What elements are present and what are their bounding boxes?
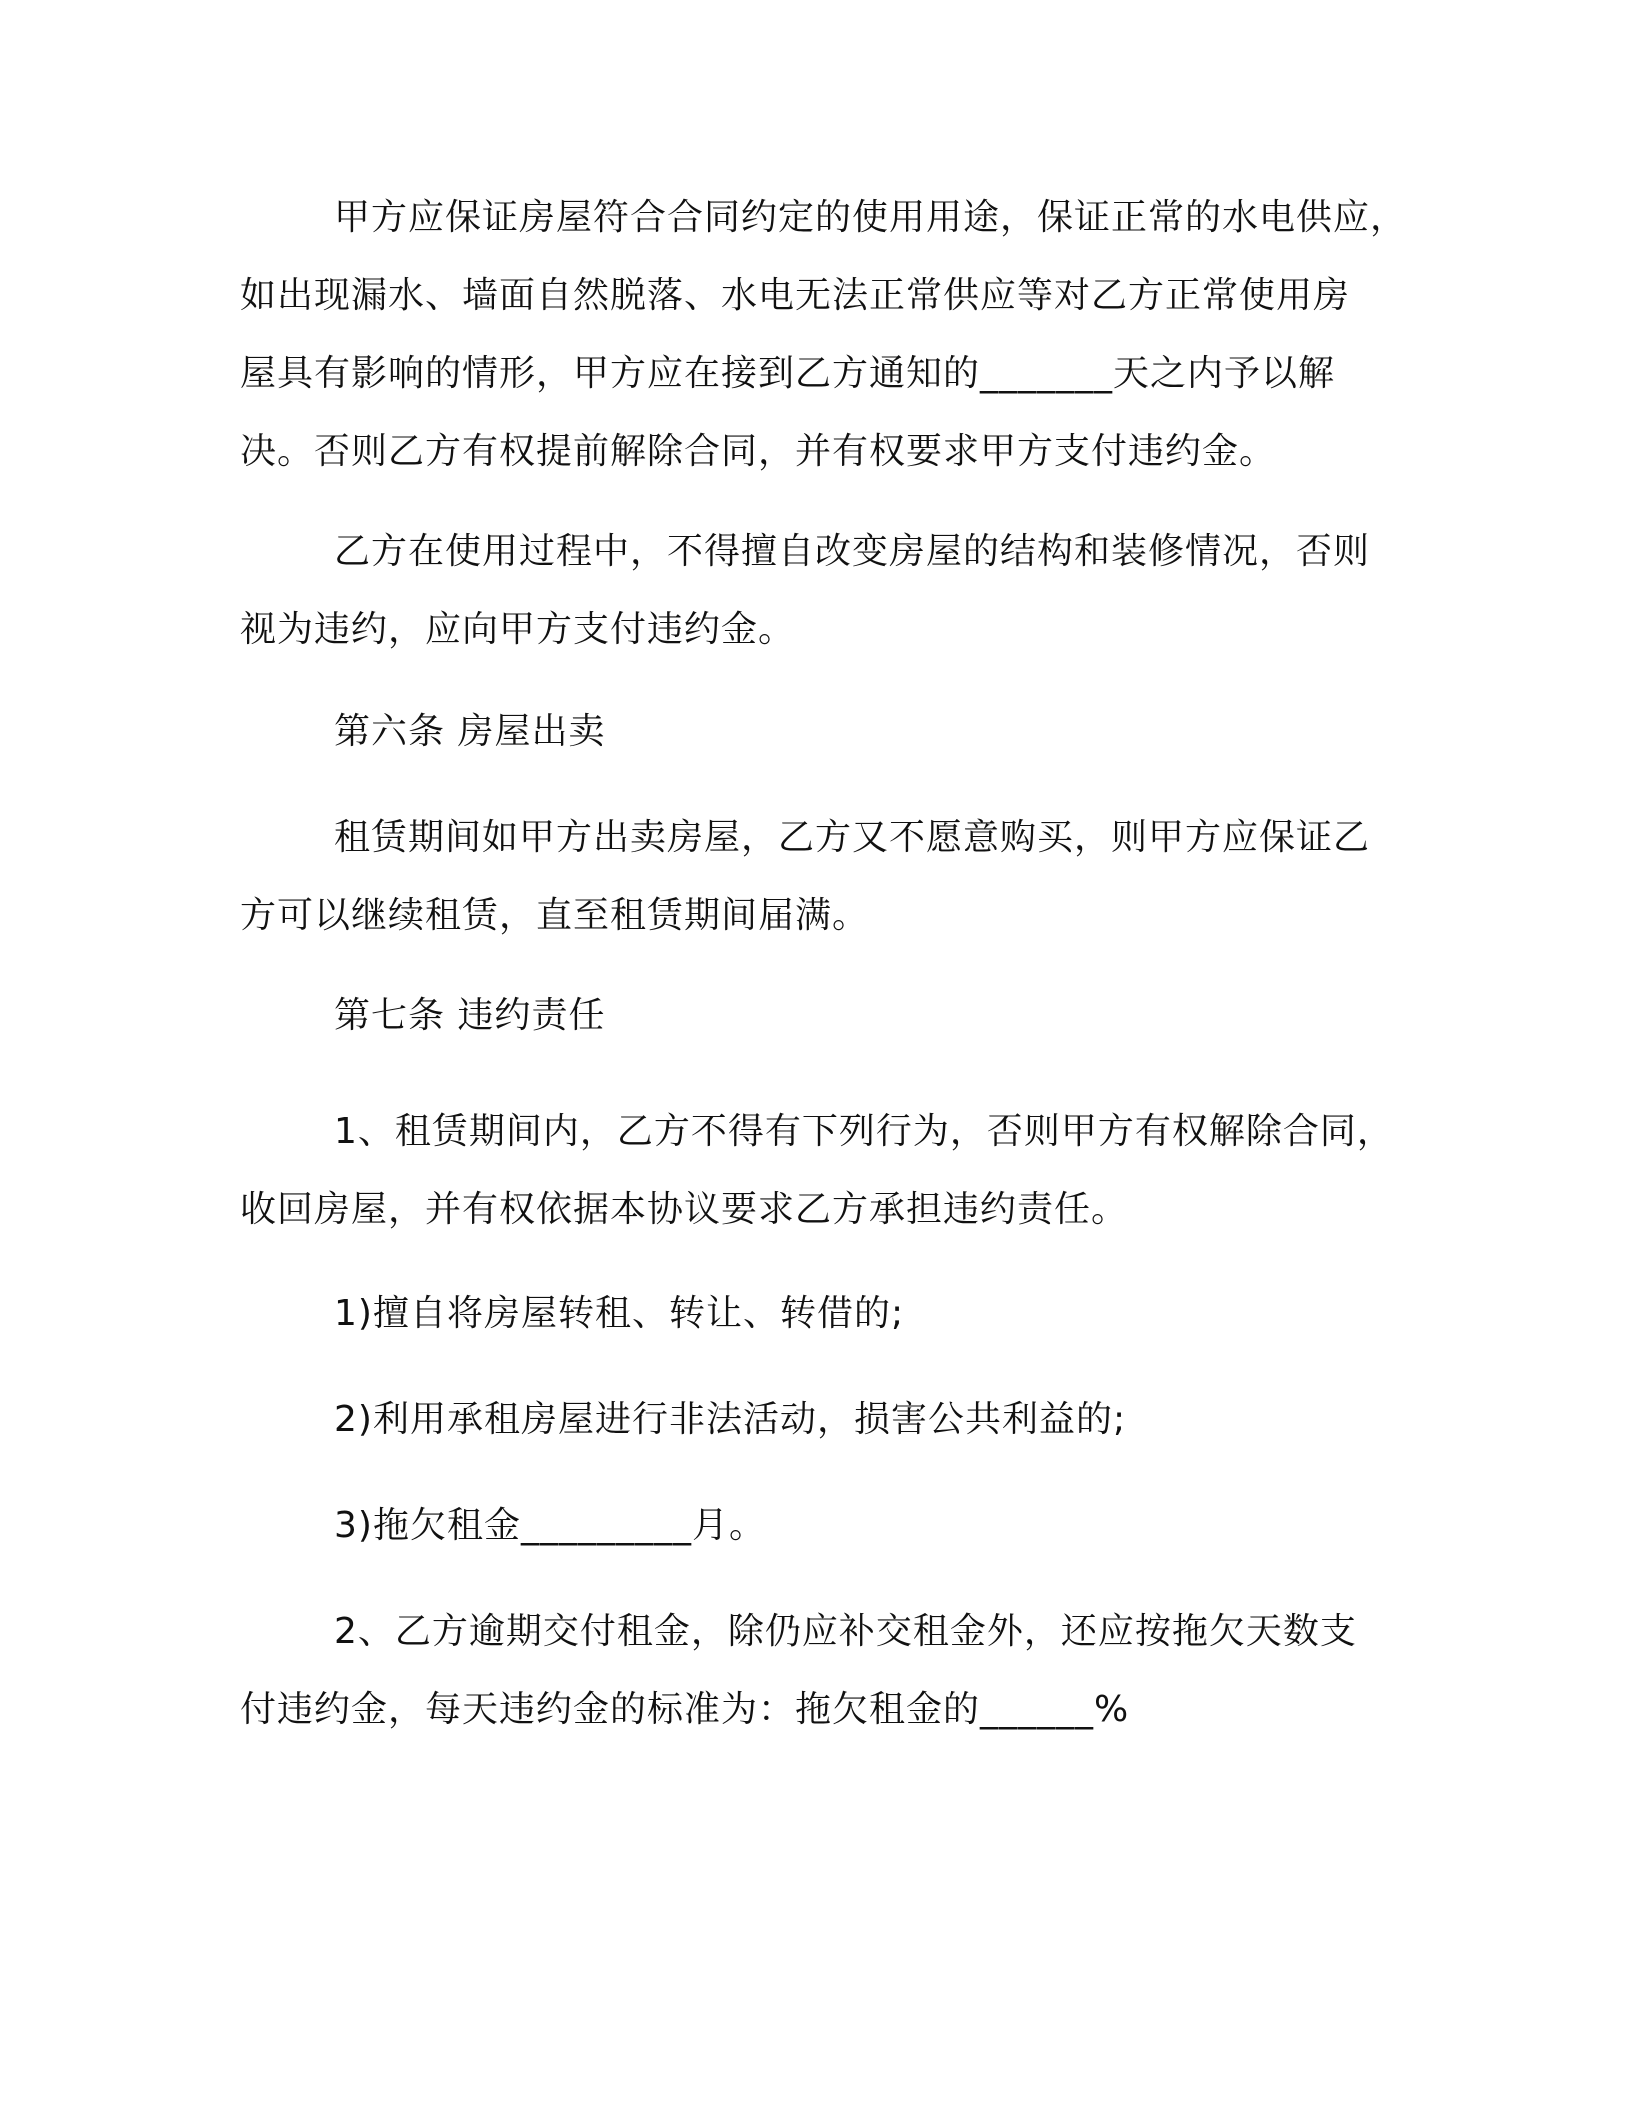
paragraph-water-electricity-line-2: 如出现漏水、墙面自然脱落、水电无法正常供应等对乙方正常使用房	[240, 275, 1351, 316]
clause-2-line-2: 付违约金，每天违约金的标准为：拖欠租金的______%	[240, 1689, 1130, 1730]
paragraph-no-alteration-line-1: 乙方在使用过程中，不得擅自改变房屋的结构和装修情况，否则	[334, 531, 1371, 572]
clause-1-line-1: 1、租赁期间内，乙方不得有下列行为，否则甲方有权解除合同，	[334, 1111, 1394, 1152]
paragraph-no-alteration-line-2: 视为违约，应向甲方支付违约金。	[240, 609, 796, 650]
clause-2-line-1: 2、乙方逾期交付租金，除仍应补交租金外，还应按拖欠天数支	[334, 1611, 1357, 1652]
article-seven-heading: 第七条 违约责任	[334, 995, 606, 1036]
paragraph-water-electricity-line-3: 屋具有影响的情形，甲方应在接到乙方通知的_______天之内予以解	[240, 353, 1336, 394]
list-item-1: 1)擅自将房屋转租、转让、转借的;	[334, 1293, 905, 1334]
paragraph-sale-line-2: 方可以继续租赁，直至租赁期间届满。	[240, 895, 870, 936]
list-item-2: 2)利用承租房屋进行非法活动，损害公共利益的;	[334, 1399, 1127, 1440]
clause-1-line-2: 收回房屋，并有权依据本协议要求乙方承担违约责任。	[240, 1189, 1129, 1230]
paragraph-water-electricity-line-1: 甲方应保证房屋符合合同约定的使用用途，保证正常的水电供应，	[334, 197, 1408, 238]
paragraph-water-electricity-line-4: 决。否则乙方有权提前解除合同，并有权要求甲方支付违约金。	[240, 431, 1277, 472]
list-item-3: 3)拖欠租金_________月。	[334, 1505, 766, 1546]
article-six-heading: 第六条 房屋出卖	[334, 711, 606, 752]
paragraph-sale-line-1: 租赁期间如甲方出卖房屋，乙方又不愿意购买，则甲方应保证乙	[334, 817, 1371, 858]
